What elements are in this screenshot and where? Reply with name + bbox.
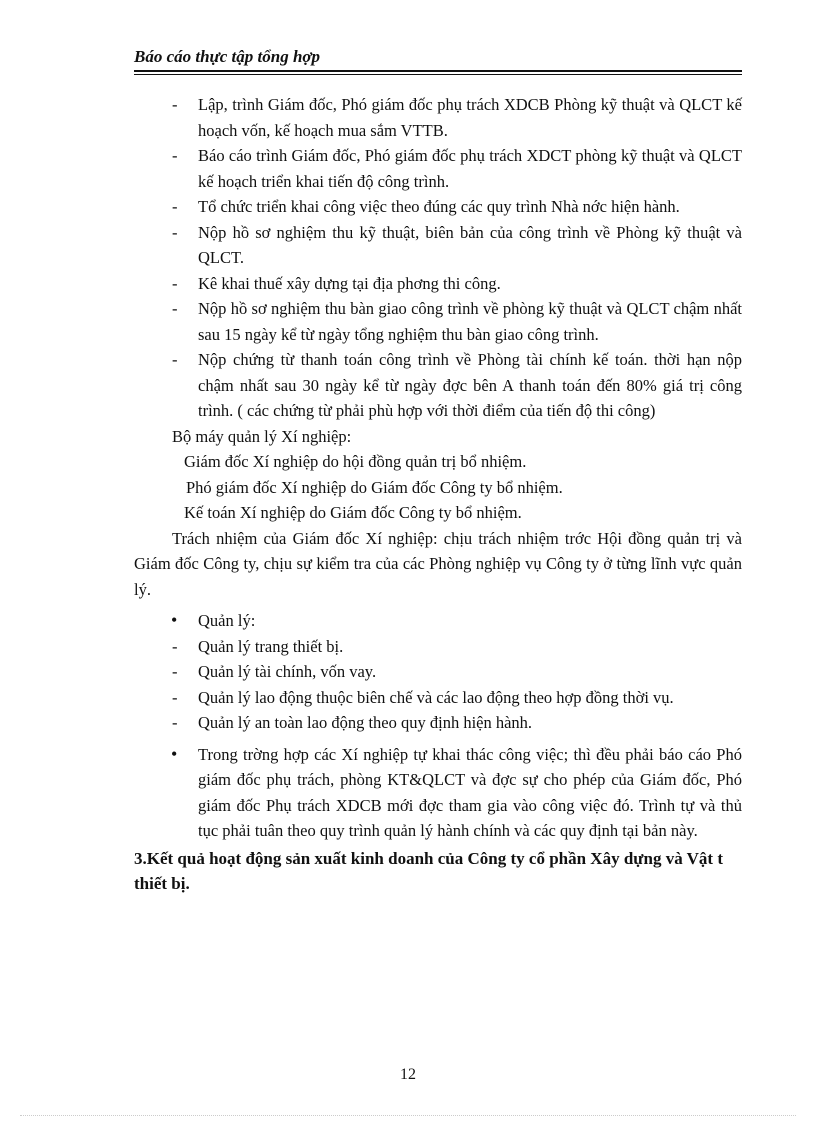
header-rule-thin (134, 74, 742, 75)
responsibility-paragraph: Trách nhiệm của Giám đốc Xí nghiệp: chịu trách nhiệm trớc Hội đồng quản trị và Giám đốc Công ty, chịu sự kiểm tra của các Phòng nghiệp vụ Công ty ở từng lĩnh vực quản lý. (134, 528, 742, 599)
list-item-text: Quản lý tài chính, vốn vay. (198, 662, 377, 681)
dash-marker: - (172, 299, 178, 318)
dash-marker: - (172, 662, 178, 681)
list-item (134, 220, 742, 271)
running-header: Báo cáo thực tập tổng hợp (134, 47, 321, 66)
list-item (134, 92, 742, 143)
bullet-icon: • (171, 743, 178, 764)
dash-marker: - (172, 713, 178, 732)
list-item-text: Quản lý an toàn lao động theo quy định hiện hành. (198, 713, 533, 732)
list-item (134, 271, 742, 297)
list-item (134, 710, 742, 736)
list-item-text: Lập, trình Giám đốc, Phó giám đốc phụ trách XDCB Phòng kỹ thuật và QLCT kế hoạch vốn, kế hoạch mua sắm VTTB. (198, 95, 742, 140)
dash-marker: - (172, 197, 178, 216)
dash-marker: - (172, 95, 178, 114)
dash-marker: - (172, 636, 178, 656)
bullet-icon: • (171, 610, 178, 630)
list-item-text: Báo cáo trình Giám đốc, Phó giám đốc phụ trách XDCT phòng kỹ thuật và QLCT kế hoạch triển khai tiến độ công trình. (198, 146, 742, 191)
list-item-text: Nộp chứng từ thanh toán công trình về Phòng tài chính kế toán. thời hạn nộp chậm nhất sau 30 ngày kể từ ngày đợc bên A thanh toán đến 80% giá trị công trình. ( các chứng từ phải phù hợp với thời điểm của tiến độ thi công) (198, 350, 742, 420)
list-item-text: Nộp hồ sơ nghiệm thu bàn giao công trình về phòng kỹ thuật và QLCT chậm nhất sau 15 ngày kể từ ngày tổng nghiệm thu bàn giao công trình. (198, 299, 742, 344)
page-body (134, 92, 742, 896)
list-item (134, 634, 742, 660)
dash-marker: - (172, 687, 178, 707)
header-rule-thick (134, 70, 742, 72)
page-number: 12 (400, 1066, 416, 1083)
section-heading: 3.Kết quả hoạt động sản xuất kinh doanh của Công ty cổ phần Xây dựng và Vật t thiết bị. (134, 848, 723, 893)
dash-marker: - (172, 273, 178, 293)
list-item (134, 194, 742, 220)
list-item-text: Nộp hồ sơ nghiệm thu kỹ thuật, biên bản của công trình về Phòng kỹ thuật và QLCT. (198, 222, 742, 267)
apparatus-title: Bộ máy quản lý Xí nghiệp: (172, 426, 352, 446)
bullet-item (134, 608, 742, 634)
list-item-text: Quản lý lao động thuộc biên chế và các lao động theo hợp đồng thời vụ. (198, 687, 674, 707)
list-item (134, 143, 742, 194)
case-paragraph-text: Trong trờng hợp các Xí nghiệp tự khai thác công việc; thì đều phải báo cáo Phó giám đốc phụ trách, phòng KT&QLCT và đợc sự cho phép của Giám đốc, Phó giám đốc Phụ trách XDCB mới đợc tham gia vào công việc đó. Trình tự và thủ tục phải tuân theo quy trình quản lý hành chính và các quy định tại bản này. (198, 744, 742, 840)
dash-marker: - (172, 222, 178, 242)
list-item (134, 659, 742, 685)
list-item-text: Quản lý trang thiết bị. (198, 636, 344, 656)
apparatus-line: Phó giám đốc Xí nghiệp do Giám đốc Công ty bổ nhiệm. (186, 477, 563, 497)
dash-marker: - (172, 350, 178, 369)
page-edge-divider (20, 1115, 796, 1116)
dash-marker: - (172, 146, 178, 165)
list-item (134, 296, 742, 347)
list-item (134, 347, 742, 424)
bullet-item (134, 742, 742, 844)
management-title: Quản lý: (198, 611, 256, 630)
apparatus-line: Kế toán Xí nghiệp do Giám đốc Công ty bổ nhiệm. (184, 503, 522, 522)
list-item-text: Tổ chức triển khai công việc theo đúng các quy trình Nhà nớc hiện hành. (198, 197, 680, 216)
list-item-text: Kê khai thuế xây dựng tại địa phơng thi công. (198, 273, 501, 293)
list-item (134, 685, 742, 711)
apparatus-line: Giám đốc Xí nghiệp do hội đồng quản trị bổ nhiệm. (184, 452, 527, 471)
